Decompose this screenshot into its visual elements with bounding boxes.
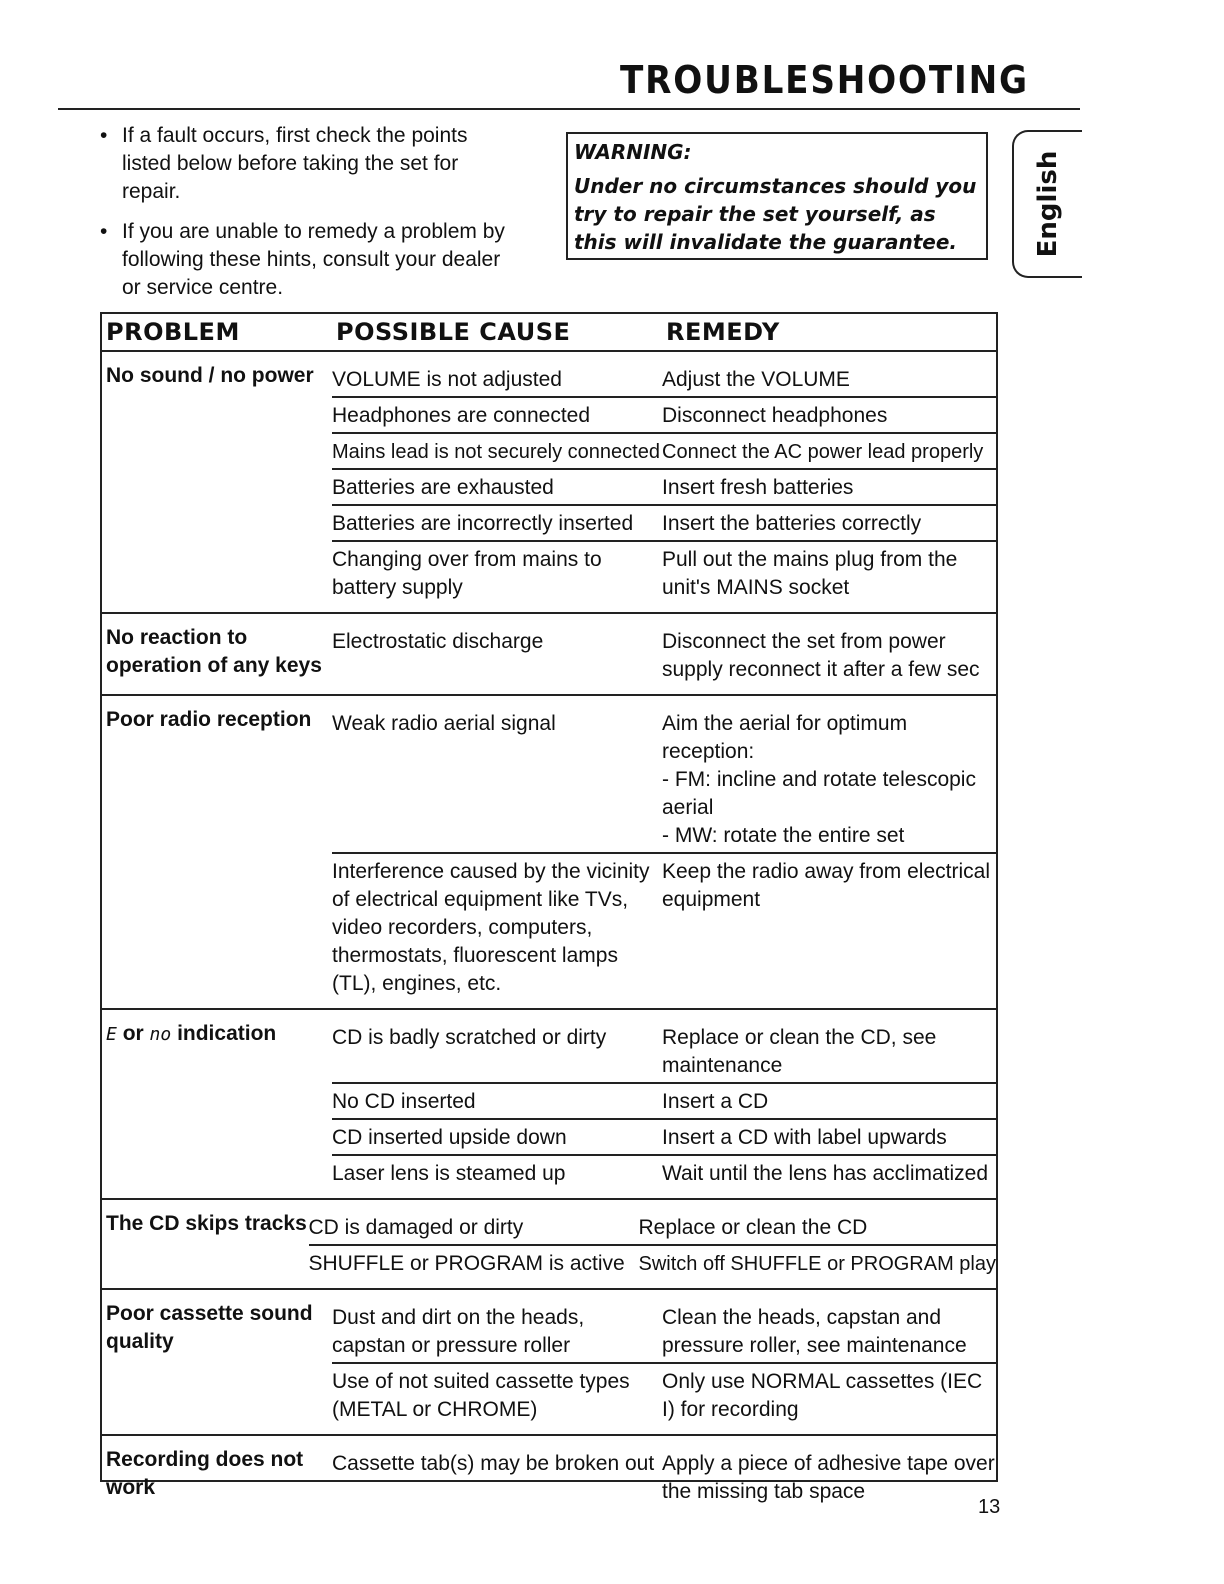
table-row <box>332 434 996 470</box>
language-tab-label: English <box>1033 150 1063 258</box>
problem-label: Poor cassette sound quality <box>106 1302 313 1353</box>
table-row <box>332 362 996 398</box>
display-code-no: no <box>149 1024 172 1045</box>
remedy-cell: Wait until the lens has acclimatized <box>662 1162 989 1185</box>
problem-group <box>102 1290 996 1436</box>
intro-bullet-text: If you are unable to remedy a problem by following these hints, consult your dealer or service centre. <box>122 220 505 299</box>
intro-bullet <box>98 218 518 302</box>
intro-bullets <box>98 122 518 314</box>
cause-cell: Use of not suited cassette types (METAL or CHROME) <box>332 1370 630 1421</box>
language-tab <box>1012 130 1082 278</box>
problem-or: or <box>122 1022 144 1045</box>
table-row <box>309 1246 997 1288</box>
header-cause: POSSIBLE CAUSE <box>336 318 571 346</box>
table-row <box>332 542 996 612</box>
cause-cell: Weak radio aerial signal <box>332 712 556 735</box>
remedy-cell: Insert the batteries correctly <box>662 512 922 535</box>
remedy-cell: Apply a piece of adhesive tape over the missing tab space <box>662 1452 995 1503</box>
remedy-cell: Insert fresh batteries <box>662 476 854 499</box>
warning-box <box>566 132 988 260</box>
remedy-cell: Connect the AC power lead properly <box>662 441 984 463</box>
table-row <box>332 398 996 434</box>
remedy-cell: Insert a CD <box>662 1090 769 1113</box>
cause-cell: Headphones are connected <box>332 404 591 427</box>
table-row <box>332 1020 996 1084</box>
warning-text: Under no circumstances should you try to repair the set yourself, as this will invalidate the guarantee. <box>574 174 977 254</box>
remedy-cell: Only use NORMAL cassettes (IEC I) for recording <box>662 1370 983 1421</box>
cause-cell: Laser lens is steamed up <box>332 1162 566 1185</box>
problem-label: No reaction to operation of any keys <box>106 626 322 677</box>
remedy-cell: Aim the aerial for optimum reception: - FM: incline and rotate telescopic aerial - MW: rotate the entire set <box>662 712 976 847</box>
cause-cell: Changing over from mains to battery supply <box>332 548 602 599</box>
table-row <box>332 1084 996 1120</box>
problem-label: Recording does not work <box>106 1448 304 1499</box>
table-row <box>332 1156 996 1198</box>
cause-cell: SHUFFLE or PROGRAM is active <box>308 1252 625 1275</box>
display-code-e: E <box>106 1024 117 1045</box>
bullet-icon: • <box>100 220 108 243</box>
table-row <box>332 854 996 1008</box>
page-number: 13 <box>978 1496 1001 1518</box>
cause-cell: CD is badly scratched or dirty <box>332 1026 607 1049</box>
header-problem: PROBLEM <box>106 318 240 346</box>
page-title: TROUBLESHOOTING <box>620 58 1029 102</box>
remedy-cell: Replace or clean the CD <box>638 1216 868 1239</box>
cause-cell: Dust and dirt on the heads, capstan or pressure roller <box>332 1306 585 1357</box>
remedy-cell: Keep the radio away from electrical equipment <box>662 860 990 911</box>
cause-cell: Interference caused by the vicinity of electrical equipment like TVs, video recorders, computers, thermostats, fluorescent lamps (TL), engines, etc. <box>332 860 650 995</box>
problem-group <box>102 614 996 696</box>
remedy-cell: Pull out the mains plug from the unit's MAINS socket <box>662 548 958 599</box>
cause-cell: CD inserted upside down <box>332 1126 567 1149</box>
cause-cell: CD is damaged or dirty <box>308 1216 524 1239</box>
problem-group <box>102 1436 996 1516</box>
table-row <box>332 706 996 854</box>
remedy-cell: Insert a CD with label upwards <box>662 1126 947 1149</box>
problem-indication: indication <box>177 1022 277 1045</box>
troubleshooting-table <box>100 312 998 1503</box>
remedy-cell: Disconnect the set from power supply reconnect it after a few sec <box>662 630 980 681</box>
table-row <box>332 1120 996 1156</box>
header-remedy: REMEDY <box>666 318 780 346</box>
intro-bullet <box>98 122 518 206</box>
cause-cell: Mains lead is not securely connected <box>332 441 660 463</box>
intro-bullet-text: If a fault occurs, first check the points listed below before taking the set for repair. <box>122 124 468 203</box>
problem-group <box>102 352 996 614</box>
title-divider <box>58 108 1080 110</box>
cause-cell: No CD inserted <box>332 1090 476 1113</box>
problem-group <box>102 696 996 1010</box>
table-row <box>309 1210 997 1246</box>
remedy-cell: Clean the heads, capstan and pressure roller, see maintenance <box>662 1306 967 1357</box>
table-header <box>100 312 998 352</box>
table-row <box>332 506 996 542</box>
warning-heading: WARNING: <box>574 140 692 164</box>
remedy-cell: Adjust the VOLUME <box>662 368 850 391</box>
remedy-cell: Replace or clean the CD, see maintenance <box>662 1026 937 1077</box>
table-row <box>332 624 996 694</box>
remedy-cell: Switch off SHUFFLE or PROGRAM play <box>638 1253 996 1275</box>
table-row <box>332 1300 996 1364</box>
bullet-icon: • <box>100 124 108 147</box>
problem-group <box>102 1200 996 1290</box>
problem-label: Poor radio reception <box>106 708 312 731</box>
cause-cell: Cassette tab(s) may be broken out <box>332 1452 655 1475</box>
problem-label: No sound / no power <box>106 364 314 387</box>
table-row <box>332 1446 996 1516</box>
problem-label <box>102 1020 332 1198</box>
table-row <box>332 470 996 506</box>
cause-cell: Batteries are exhausted <box>332 476 554 499</box>
cause-cell: Batteries are incorrectly inserted <box>332 512 634 535</box>
cause-cell: Electrostatic discharge <box>332 630 544 653</box>
problem-group <box>102 1010 996 1200</box>
remedy-cell: Disconnect headphones <box>662 404 888 427</box>
problem-label: The CD skips tracks <box>106 1212 307 1235</box>
cause-cell: VOLUME is not adjusted <box>332 368 562 391</box>
table-row <box>332 1364 996 1434</box>
